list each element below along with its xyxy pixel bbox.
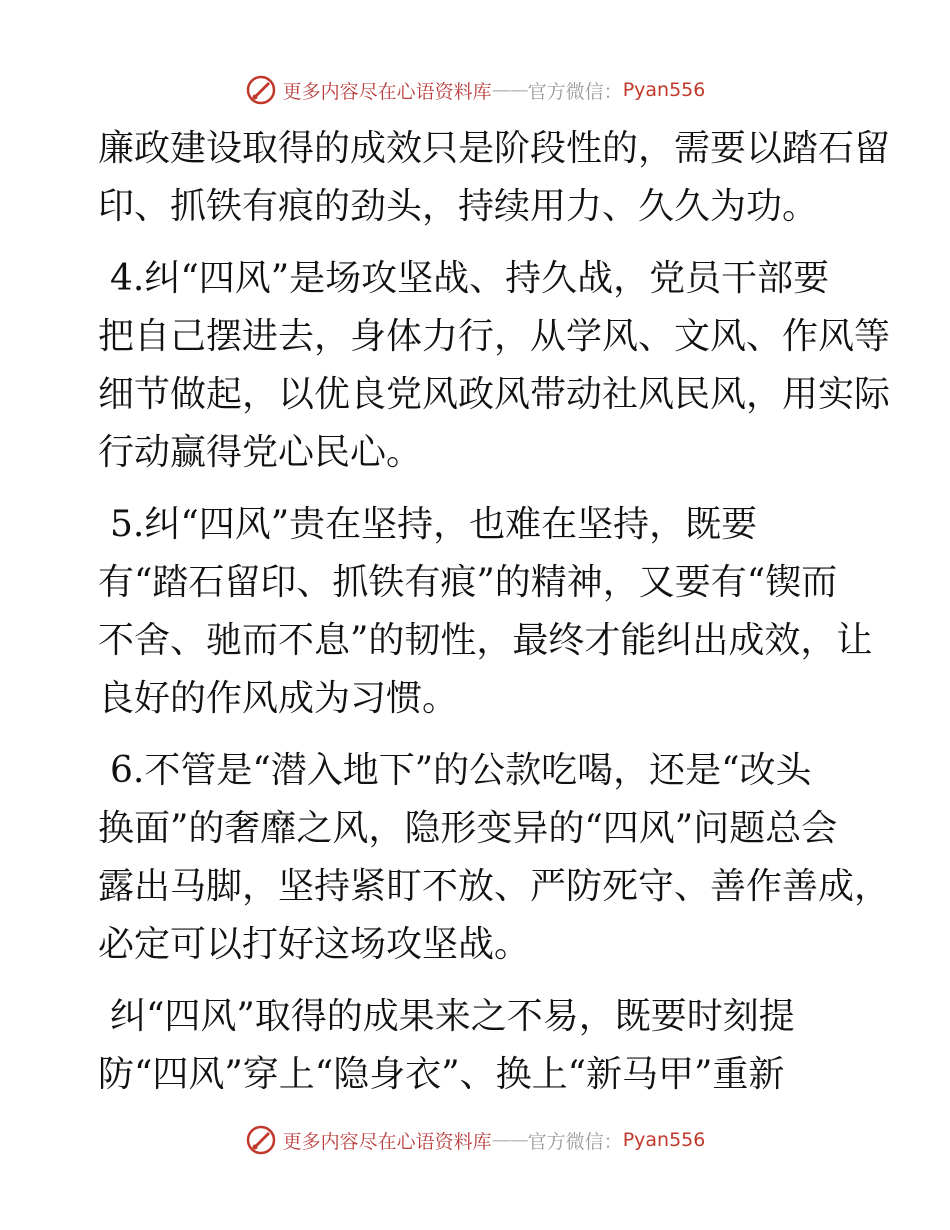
banner-dash: —— [491,79,528,101]
text-line: 纠“四风”取得的成果来之不易，既要时刻提 [110,996,795,1037]
banner-wechat-id: Pyan556 [622,1129,706,1151]
paragraph [98,742,891,974]
paragraph [98,496,873,728]
banner-wechat-label: 官方微信： [527,80,623,103]
logo-icon [245,1124,277,1156]
text-line: 细节做起，以优良党风政风带动社风民风，用实际 [98,374,891,415]
header-watermark [0,70,950,110]
text-line: 把自己摆进去，身体力行，从学风、文风、作风等 [98,316,891,357]
text-line: 4.纠“四风”是场攻坚战、持久战，党员干部要 [110,258,830,299]
banner-main-text: 更多内容尽在心语资料库 [282,1130,492,1153]
text-line: 行动赢得党心民心。 [98,432,423,473]
banner-dash: —— [491,1129,528,1151]
footer-watermark [0,1120,950,1160]
text-line: 必定可以打好这场攻坚战。 [98,924,531,965]
paragraph [98,250,891,482]
text-line: 良好的作风成为习惯。 [98,678,459,719]
banner-wechat-label: 官方微信： [527,1130,623,1153]
text-line: 有“踏石留印、抓铁有痕”的精神，又要有“锲而 [98,562,838,603]
logo-icon [245,74,277,106]
text-line: 廉政建设取得的成效只是阶段性的，需要以踏石留 [98,128,891,169]
text-line: 6.不管是“潜入地下”的公款吃喝，还是“改头 [110,750,812,791]
paragraph [98,988,858,1104]
banner-main-text: 更多内容尽在心语资料库 [282,80,492,103]
document-body [98,120,891,1118]
text-line: 不舍、驰而不息”的韧性，最终才能纠出成效，让 [98,620,873,661]
text-line: 露出马脚，坚持紧盯不放、严防死守、善作善成， [98,866,891,907]
text-line: 5.纠“四风”贵在坚持，也难在坚持，既要 [110,504,758,545]
paragraph [98,120,891,236]
text-line: 防“四风”穿上“隐身衣”、换上“新马甲”重新 [98,1054,785,1095]
text-line: 换面”的奢靡之风，隐形变异的“四风”问题总会 [98,808,838,849]
text-line: 印、抓铁有痕的劲头，持续用力、久久为功。 [98,186,819,227]
banner-wechat-id: Pyan556 [622,79,706,101]
